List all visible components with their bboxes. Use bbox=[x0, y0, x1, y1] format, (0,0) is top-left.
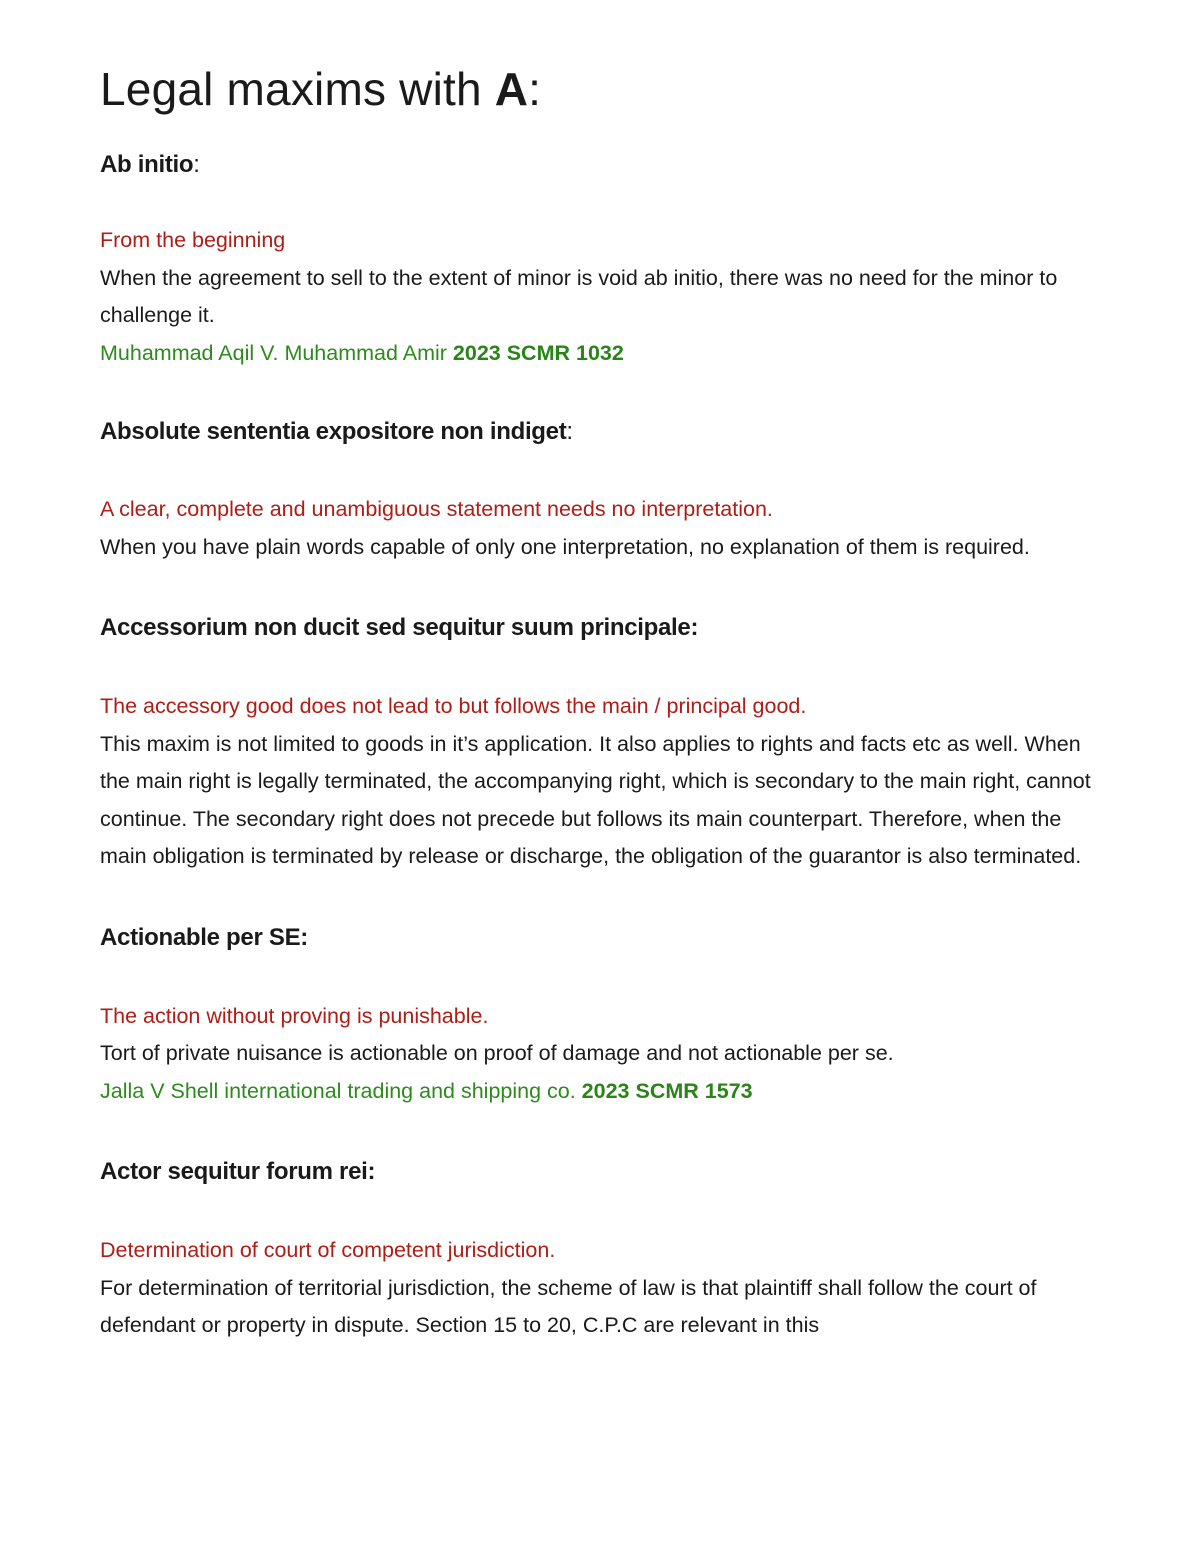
title-text: Legal maxims with bbox=[100, 63, 495, 115]
maxim-meaning: A clear, complete and unambiguous statement needs no interpretation. bbox=[100, 497, 773, 521]
case-reference: 2023 SCMR 1573 bbox=[581, 1078, 753, 1103]
maxim-heading bbox=[100, 415, 1110, 449]
maxim-meaning: From the beginning bbox=[100, 228, 286, 252]
case-name: Jalla V Shell international trading and shipping co. bbox=[100, 1078, 582, 1103]
maxim-heading-text: Absolute sententia expositore non indiget bbox=[100, 418, 567, 445]
maxim-explanation: For determination of territorial jurisdiction, the scheme of law is that plaintiff shall follow the court of defendant or property in dispute. Section 15 to 20, C.P.C are relevant in this bbox=[100, 1275, 1037, 1337]
maxim-heading bbox=[100, 148, 1110, 182]
maxim-heading-colon: : bbox=[193, 151, 200, 178]
maxim-explanation: When the agreement to sell to the extent of minor is void ab initio, there was no need for the minor to challenge it. bbox=[100, 265, 1058, 327]
maxim-explanation: When you have plain words capable of only one interpretation, no explanation of them is required. bbox=[100, 534, 1030, 559]
maxim-meaning: Determination of court of competent jurisdiction. bbox=[100, 1238, 556, 1262]
case-name: Muhammad Aqil V. Muhammad Amir bbox=[100, 340, 453, 365]
case-citation bbox=[100, 1073, 1110, 1111]
title-letter: A bbox=[494, 63, 529, 115]
maxim-entry-absolute-sententia bbox=[100, 415, 1110, 566]
maxim-heading-text: Ab initio bbox=[100, 151, 194, 178]
maxim-heading: Accessorium non ducit sed sequitur suum principale: bbox=[100, 614, 699, 641]
maxim-entry-ab-initio bbox=[100, 148, 1110, 372]
page-title bbox=[100, 56, 1110, 122]
maxim-entry-accessorium bbox=[100, 611, 1110, 876]
document-page bbox=[100, 56, 1110, 1345]
case-citation bbox=[100, 335, 1110, 373]
maxim-entry-actor-sequitur bbox=[100, 1155, 1110, 1345]
case-reference: 2023 SCMR 1032 bbox=[452, 340, 624, 365]
maxim-entry-actionable-per-se bbox=[100, 921, 1110, 1111]
maxim-heading: Actionable per SE: bbox=[100, 923, 308, 951]
maxim-meaning: The accessory good does not lead to but follows the main / principal good. bbox=[100, 694, 807, 718]
title-colon: : bbox=[528, 63, 542, 115]
maxim-meaning: The action without proving is punishable. bbox=[100, 1003, 489, 1028]
maxim-explanation: This maxim is not limited to goods in it’s application. It also applies to rights and facts etc as well. When the main right is legally terminated, the accompanying right, which is secondary to the main right, cannot continue. The secondary right does not precede but follows its main counterpart. Therefore, when the main obligation is terminated by release or discharge, the obligation of the guarantor is also terminated. bbox=[100, 731, 1091, 868]
maxim-heading: Actor sequitur forum rei: bbox=[100, 1158, 376, 1185]
maxim-heading-colon: : bbox=[566, 418, 573, 445]
maxim-explanation: Tort of private nuisance is actionable on proof of damage and not actionable per se. bbox=[100, 1041, 894, 1065]
